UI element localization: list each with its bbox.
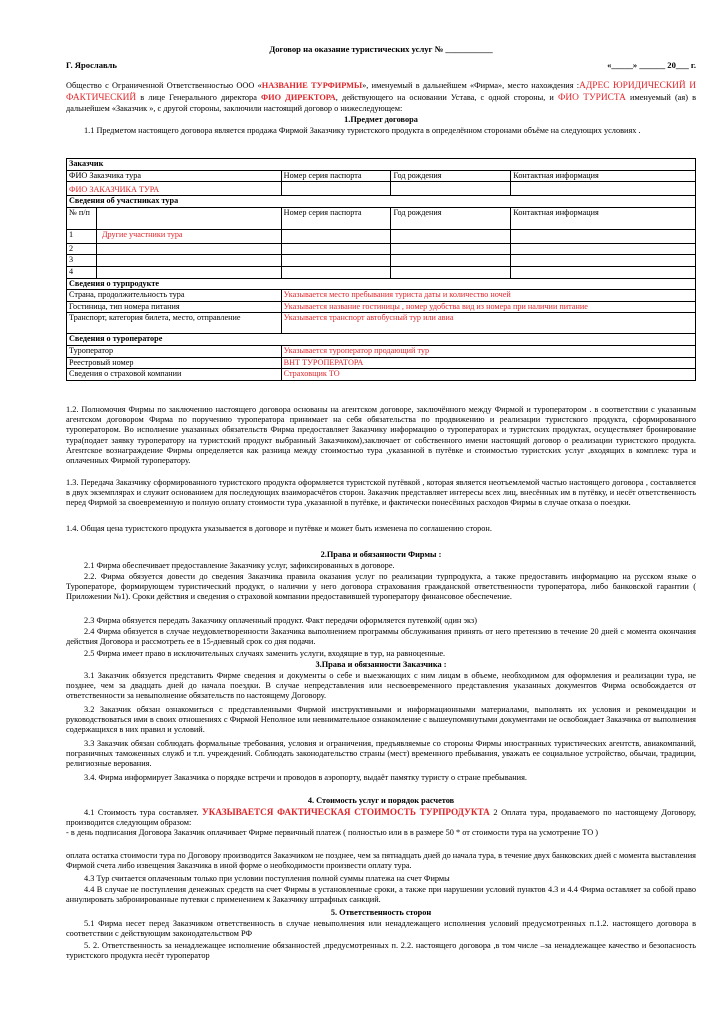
clause-4-1 — [66, 807, 696, 829]
section-1-title: 1.Предмет договора — [344, 115, 418, 124]
firm-name: НАЗВАНИЕ ТУРФИРМЫ — [261, 81, 363, 90]
firm-address: АДРЕС ЮРИДИЧЕСКИЙ И ФАКТИЧЕСКИЙ — [66, 81, 697, 103]
preamble-text-5: именуемый (ая) в дальнейшем «Заказчик », с другой стороны, заключили настоящий договор о нижеследующем: — [66, 92, 696, 114]
clause-2-2: 2.2. Фирма обязуется довести до сведения Заказчика правила оказания услуг по реализации турпродукта, а также предоставить информацию на русском языке о Туроператоре, формирующем туристический продукт, о наличии у него договора страхования гражданской ответственности туроператора, либо банковской гарантии ( Приложении №1). Сроки действия и сведения о страховой компании предоставившей туроператору финансовое обеспечение. — [66, 572, 696, 602]
hotel-label: Гостиница, тип номера питания — [67, 301, 282, 313]
col-num: № п/п — [67, 207, 97, 229]
clause-1-1: 1.1 Предметом настоящего договора является продажа Фирмой Заказчику туристского продукта в определённом сторонами объёме на следующих условиях . — [84, 126, 641, 135]
registry-label: Реестровый номер — [67, 357, 282, 369]
tourist-name: ФИО ТУРИСТА — [557, 92, 626, 103]
clause-5-1: 5.1 Фирма несет перед Заказчиком ответственность в случае невыполнения или ненадлежащего исполнения условий предусмотренных п.1.2. настоящего договора в соответствии с действующим законодательством РФ — [66, 919, 696, 939]
row-num-3: 3 — [67, 255, 97, 267]
operator-header: Сведения о туроператоре — [67, 334, 696, 346]
clause-1-3: 1.3. Передача Заказчику сформированного туристского продукта оформляется туристской путёвкой , которая является неотъемлемой частью настоящего договора , составляется в двух экземплярах и служит основанием для последующих взаиморасчётов сторон. Заказчик представляет интересы всех лиц, внесённых им в путёвку, и несёт ответственность перед Фирмой за своевременную и полную оплату стоимости тура ,указанной в путёвке, и фактически понесённых расходов Фирмы в случае отказа о поездки. — [66, 478, 696, 508]
col-contact: Контактная информация — [511, 170, 696, 182]
clause-4-3: 4.3 Тур считается оплаченным только при условии поступления полной суммы платежа на счет Фирмы — [84, 874, 450, 883]
product-header: Сведения о турпродукте — [67, 278, 696, 290]
customer-header: Заказчик — [67, 159, 696, 171]
transport-value: Указывается транспорт автобусный тур или авиа — [281, 313, 695, 334]
insurance-label: Сведения о страховой компании — [67, 369, 282, 381]
clause-1-4: 1.4. Общая цена туристского продукта указывается в договоре и путёвке и может быть изменена по соглашению сторон. — [66, 524, 492, 533]
customer-birth-cell — [391, 182, 511, 196]
col-participant — [96, 207, 281, 229]
customer-passport-cell — [281, 182, 391, 196]
tour-details-table — [66, 158, 696, 381]
registry-value: ВНТ ТУРОПЕРАТОРА — [281, 357, 695, 369]
clause-5-2: 5. 2. Ответственность за ненадлежащее исполнение обязанностей ,предусмотренных п. 2.2. настоящего договора ,в том числе –за ненадлежащее качество и безопасность туристского продукта несёт туроператор — [66, 941, 696, 961]
row-num-2: 2 — [67, 243, 97, 255]
operator-label: Туроператор — [67, 345, 282, 357]
contract-date: «_____» ______ 20___ г. — [607, 60, 696, 70]
country-label: Страна, продолжительность тура — [67, 290, 282, 302]
section-2-title: 2.Права и обязанности Фирмы : — [320, 550, 442, 559]
col-contact-2: Контактная информация — [511, 207, 696, 229]
col-passport-2: Номер серия паспорта — [281, 207, 391, 229]
clause-3-1: 3.1 Заказчик обязуется представить Фирме сведения и документы о себе и выезжающих с ним лицам в объеме, необходимом для оформления и реализации тура, не позднее, чем за двадцать дней до начала поездки. В случае непредставления или несвоевременного представления указанных документов Фирма освобождается от ответственности за невыполнение обязательств по настоящему Договору. — [66, 671, 696, 701]
clause-2-5: 2.5 Фирма имеет право в исключительных случаях заменить услуги, входящие в тур, на равноценные. — [84, 649, 446, 658]
row-num-1: 1 — [67, 229, 97, 243]
country-value: Указывается место пребывания туриста даты и количество ночей — [281, 290, 695, 302]
clause-3-4: 3.4. Фирма информирует Заказчика о порядке встречи и проводов в аэропорту, выдаёт памятку туристу о стране пребывания. — [84, 773, 527, 782]
clause-2-3: 2.3 Фирма обязуется передать Заказчику оплаченный продукт. Факт передачи оформляется путевкой( один экз) — [84, 616, 477, 625]
clause-2-4: 2.4 Фирма обязуется в случае неудовлетворенности Заказчика выполнением программы обслуживания принять от него претензию в течение 20 дней с момента окончания действия Договора и рассмотреть ее в 15-дневный срок со дня подачи. — [66, 627, 696, 647]
participants-header: Сведения об участниках тура — [67, 196, 696, 208]
tour-price: УКАЗЫВАЕТСЯ ФАКТИЧЕСКАЯ СТОИМОСТЬ ТУРПРОДУКТА — [202, 807, 490, 817]
clause-4-2-text: 2 Оплата тура, продаваемого по настоящему Договору, производится следующим образом: — [66, 808, 696, 828]
clause-4-payment-first: - в день подписания Договора Заказчик оплачивает Фирме первичный платеж ( полностью или в в размере 50 * от стоимости тура на усмотрение ТО ) — [66, 828, 599, 837]
clause-4-1-text: 4.1 Стоимость тура составляет. — [84, 808, 202, 817]
customer-fio: ФИО ЗАКАЗЧИКА ТУРА — [69, 185, 160, 195]
hotel-value: Указывается название гостиницы , номер удобства вид из номера при наличии питание — [281, 301, 695, 313]
section-5-title: 5. Ответственность сторон — [330, 908, 432, 917]
clause-3-3: 3.3 Заказчик обязан соблюдать формальные требования, условия и ограничения, предъявляемые со стороны Фирмы иностранных туристических агентств, авиакомпаний, пограничных таможенных служб и т.п. учреждений. Соблюдать законодательство страны (мест) временного пребывания, уважать ее социальное устройство, обычаи, традиции, религиозные верования. — [66, 739, 696, 769]
operator-value: Указывается туроператор продающий тур — [281, 345, 695, 357]
clause-2-1: 2.1 Фирма обеспечивает предоставление Заказчику услуг, зафиксированных в договоре. — [84, 561, 395, 570]
clause-4-payment-rest: оплата остатка стоимости тура по Договору производится Заказчиком не позднее, чем за пятнадцать дней до начала тура, в течение двух банковских дней с момента выставления Фирмой счета либо извещения Заказчика в иной форме о необходимости произвести оплату тура. — [66, 851, 696, 871]
participant-1: Другие участники тура — [101, 229, 183, 239]
col-birth-2: Год рождения — [391, 207, 511, 229]
preamble-text-3: в лице Генерального директора — [136, 92, 261, 102]
clause-3-2: 3.2 Заказчик обязан ознакомиться с представленными Фирмой инструктивными и информационными материалами, выполнять их условия и рекомендации и руководствоваться ими в своих отношениях с Фирмой Неполное или невнимательное ознакомление с вышеупомянутыми документами не освобождает Заказчика от выполнения содержащихся в них правил и условий. — [66, 705, 696, 735]
preamble — [66, 81, 696, 114]
city-date-row — [66, 60, 696, 71]
clause-4-4: 4.4 В случае не поступления денежных средств на счет Фирмы в установленные сроки, а также при нарушении условий пунктов 4.3 и 4.4 Фирма оставляет за собой право аннулировать забронированные путевки с применением к Заказчику штрафных санкций. — [66, 885, 696, 905]
insurance-value: Страховщик ТО — [281, 369, 695, 381]
director-name: ФИО ДИРЕКТОРА — [261, 92, 336, 102]
preamble-text-4: , действующего на основании Устава, с одной стороны, и — [335, 92, 558, 102]
preamble-text-1: Общество с Ограниченной Ответственностью ООО « — [66, 81, 262, 90]
col-fio: ФИО Заказчика тура — [67, 170, 282, 182]
col-passport: Номер серия паспорта — [281, 170, 391, 182]
customer-contact-cell — [511, 182, 696, 196]
clause-1-2: 1.2. Полномочия Фирмы по заключению настоящего договора основаны на агентском договоре, заключённого между Фирмой и туроператором . в соответствии с указанным агентском договором Фирма по поручению туроператора принимает на себя обязательства по продвижению и реализации туристского продукта, сформированного туроператором. Во исполнение указанных обязательств Фирма предоставляет Заказчику информацию о туроператорах и туристских продуктах, осуществляет бронирование тура(подает заявку туроператору на туристский продукт выбранный Заказчиком),заключает от собственного имени настоящий договор о реализации туристского продукта. Агентское вознаграждение Фирмы определяется как разница между стоимостью тура ,указанной в путёвке и стоимостью туристских услуг ,входящих в комплекс тура и оплаченных Фирмой туроператору. — [66, 405, 696, 466]
section-3-title: 3.Права и обязанности Заказчика : — [315, 660, 447, 669]
section-4-title: 4. Стоимость услуг и порядок расчетов — [307, 796, 455, 805]
col-birth: Год рождения — [391, 170, 511, 182]
city: Г. Ярославль — [66, 60, 117, 70]
row-num-4: 4 — [67, 266, 97, 278]
transport-label: Транспорт, категория билета, место, отправление — [67, 313, 282, 334]
preamble-text-2: », именуемый в дальнейшем «Фирма», место нахождения : — [362, 81, 580, 90]
document-title: Договор на оказание туристических услуг № ___________ — [269, 44, 493, 54]
